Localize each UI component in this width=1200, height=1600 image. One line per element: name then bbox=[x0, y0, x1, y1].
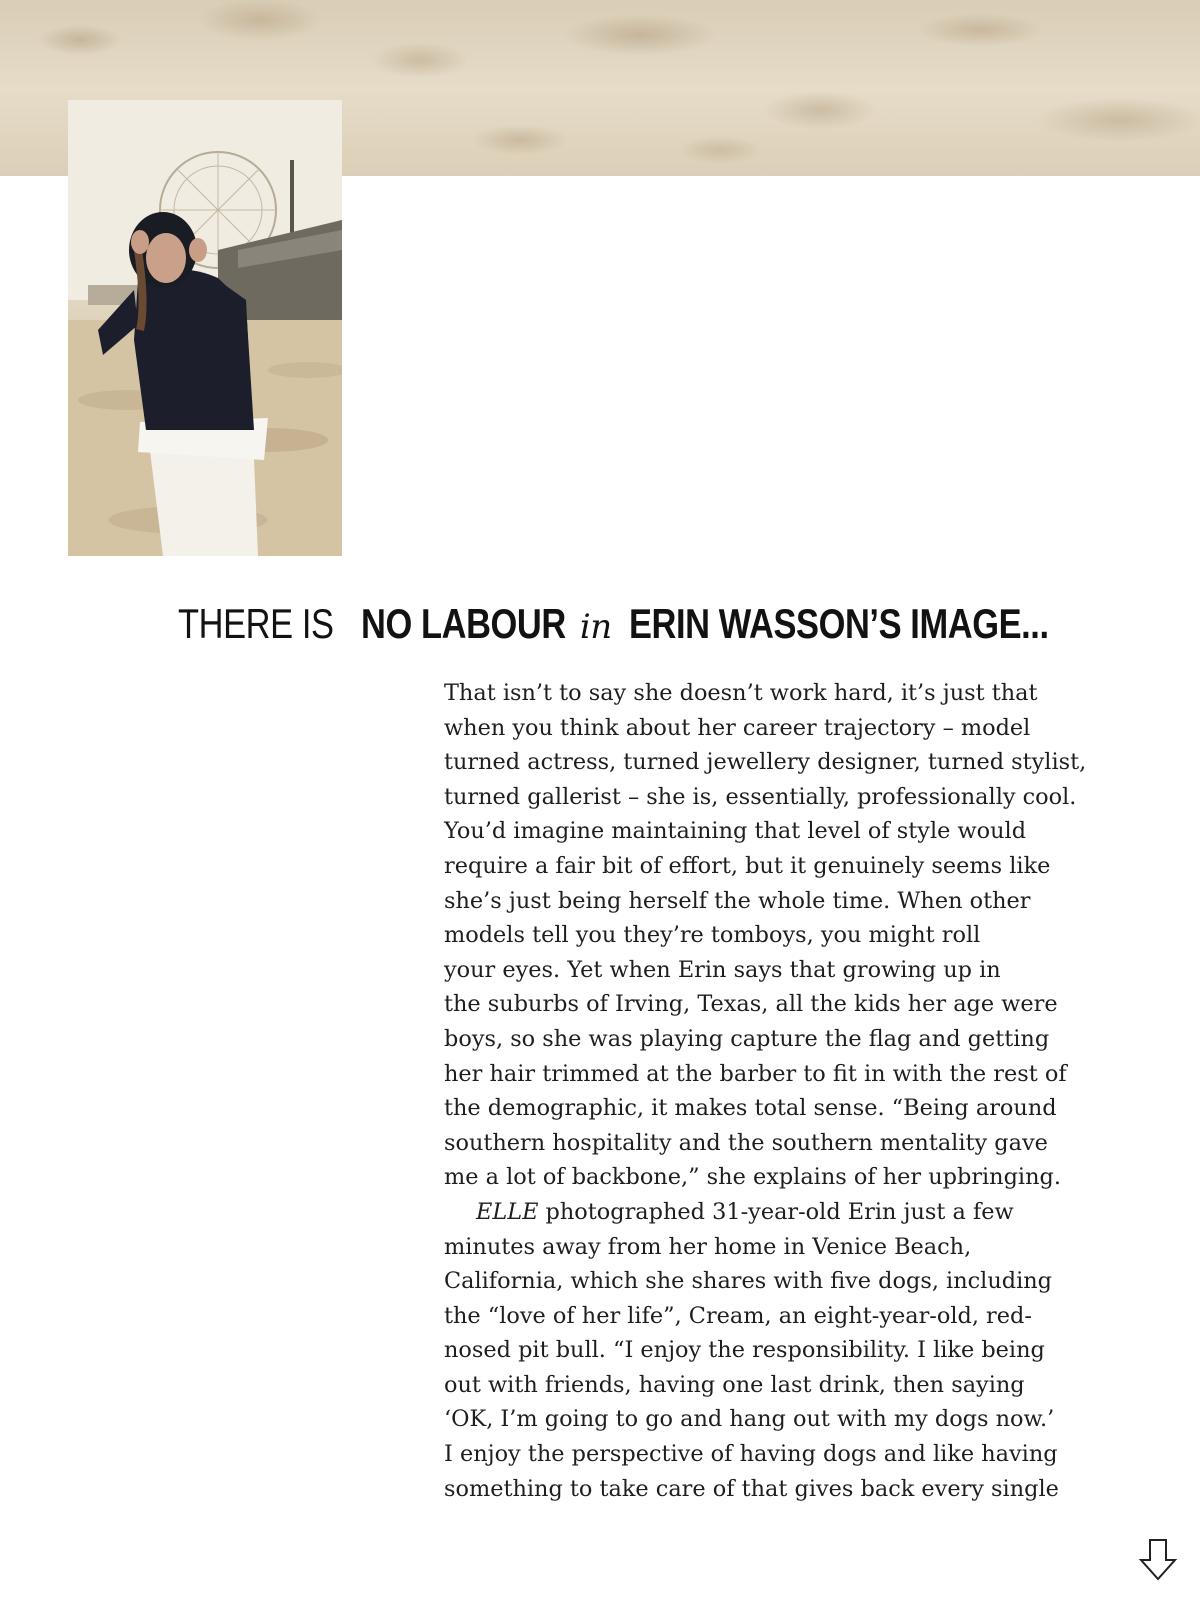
body-line: California, which she shares with five dogs, including bbox=[444, 1268, 1053, 1295]
article-headline bbox=[178, 596, 1078, 655]
body-line: me a lot of backbone,” she explains of her upbringing. bbox=[444, 1164, 1061, 1191]
article-body bbox=[444, 676, 1134, 1506]
body-line: require a fair bit of effort, but it genuinely seems like bbox=[444, 852, 1051, 879]
body-line: turned gallerist – she is, essentially, professionally cool. bbox=[444, 783, 1077, 810]
body-line: turned actress, turned jewellery designer, turned stylist, bbox=[444, 749, 1087, 776]
body-line: boys, so she was playing capture the flag and getting bbox=[444, 1025, 1050, 1052]
body-line: when you think about her career trajectory – model bbox=[444, 714, 1031, 741]
headline-emphasis: NO LABOUR bbox=[360, 600, 566, 647]
body-line: she’s just being herself the whole time. When other bbox=[444, 887, 1031, 914]
body-line: southern hospitality and the southern mentality gave bbox=[444, 1129, 1048, 1156]
paragraph-1 bbox=[444, 676, 1134, 1195]
body-line: That isn’t to say she doesn’t work hard, it’s just that bbox=[444, 680, 1038, 706]
body-line bbox=[444, 1195, 1134, 1230]
down-arrow-icon[interactable] bbox=[1138, 1538, 1178, 1582]
headline-subject: ERIN WASSON’S IMAGE... bbox=[628, 600, 1049, 647]
body-line: ‘OK, I’m going to go and hang out with my dogs now.’ bbox=[444, 1406, 1055, 1433]
body-line: minutes away from her home in Venice Beach, bbox=[444, 1233, 972, 1260]
body-line-rest: photographed 31-year-old Erin just a few bbox=[538, 1198, 1014, 1225]
beach-photo bbox=[68, 100, 342, 556]
body-line: the “love of her life”, Cream, an eight-year-old, red- bbox=[444, 1302, 1032, 1329]
body-line: your eyes. Yet when Erin says that growing up in bbox=[444, 956, 1001, 983]
body-line: out with friends, having one last drink, then saying bbox=[444, 1371, 1025, 1398]
paragraph-2 bbox=[444, 1195, 1134, 1506]
headline-connector: in bbox=[579, 607, 612, 647]
headline-lead: THERE IS bbox=[178, 600, 334, 647]
body-line: the suburbs of Irving, Texas, all the kids her age were bbox=[444, 991, 1058, 1018]
body-line: I enjoy the perspective of having dogs and like having bbox=[444, 1441, 1058, 1468]
body-line: models tell you they’re tomboys, you might roll bbox=[444, 922, 981, 949]
body-line: the demographic, it makes total sense. “Being around bbox=[444, 1095, 1057, 1122]
body-line: something to take care of that gives back every single bbox=[444, 1475, 1059, 1502]
body-line: You’d imagine maintaining that level of style would bbox=[444, 818, 1027, 845]
body-line: her hair trimmed at the barber to fit in with the rest of bbox=[444, 1060, 1067, 1087]
body-line: nosed pit bull. “I enjoy the responsibility. I like being bbox=[444, 1337, 1045, 1364]
magazine-name: ELLE bbox=[476, 1198, 539, 1225]
